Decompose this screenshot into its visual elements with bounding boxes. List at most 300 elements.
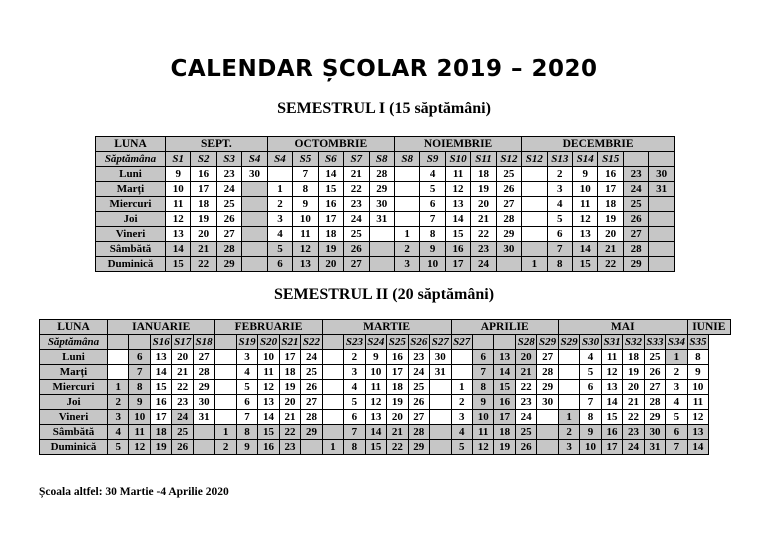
date-cell: 6 (420, 197, 445, 212)
week-number (494, 335, 515, 350)
date-cell: 1 (108, 380, 129, 395)
date-cell: 28 (408, 425, 429, 440)
date-cell (394, 197, 419, 212)
date-cell: 22 (387, 440, 408, 455)
day-row (40, 425, 731, 440)
date-cell: 13 (150, 350, 171, 365)
date-cell: 8 (580, 410, 601, 425)
date-cell: 12 (573, 212, 598, 227)
date-cell: 17 (150, 410, 171, 425)
date-cell: 26 (515, 440, 536, 455)
date-cell: 6 (580, 380, 601, 395)
date-cell: 13 (601, 380, 622, 395)
date-cell (649, 242, 675, 257)
date-cell: 10 (420, 257, 445, 272)
footer-note: Școala altfel: 30 Martie -4 Aprilie 2020 (39, 486, 229, 498)
date-cell: 1 (215, 425, 236, 440)
date-cell (215, 350, 236, 365)
date-cell: 24 (408, 365, 429, 380)
date-cell (242, 182, 267, 197)
week-number: S4 (267, 152, 292, 167)
date-cell: 13 (365, 410, 386, 425)
date-cell: 15 (150, 380, 171, 395)
date-cell: 6 (344, 410, 365, 425)
date-cell: 7 (580, 395, 601, 410)
date-cell: 10 (687, 380, 708, 395)
date-cell: 18 (623, 350, 644, 365)
date-cell: 11 (293, 227, 318, 242)
week-number: S6 (318, 152, 343, 167)
date-cell (301, 440, 322, 455)
date-cell: 2 (394, 242, 419, 257)
date-cell: 19 (387, 395, 408, 410)
date-cell: 18 (318, 227, 343, 242)
date-cell: 27 (496, 197, 521, 212)
date-cell: 1 (451, 380, 472, 395)
date-cell: 4 (666, 395, 687, 410)
date-cell: 9 (573, 167, 598, 182)
date-cell (215, 365, 236, 380)
date-cell (215, 380, 236, 395)
date-cell (322, 365, 343, 380)
date-cell: 21 (515, 365, 536, 380)
date-cell: 10 (573, 182, 598, 197)
date-cell: 29 (369, 182, 394, 197)
date-cell (369, 257, 394, 272)
date-cell: 15 (445, 227, 470, 242)
day-row (40, 365, 731, 380)
date-cell: 26 (301, 380, 322, 395)
date-cell: 31 (430, 365, 451, 380)
date-cell: 5 (236, 380, 257, 395)
date-cell: 29 (408, 440, 429, 455)
date-cell: 6 (236, 395, 257, 410)
week-number: S27 (451, 335, 472, 350)
date-cell: 22 (515, 380, 536, 395)
date-cell: 18 (471, 167, 496, 182)
date-cell: 14 (258, 410, 279, 425)
date-cell (649, 197, 675, 212)
date-cell: 27 (623, 227, 648, 242)
month-header: IANUARIE (108, 320, 215, 335)
date-cell: 6 (129, 350, 150, 365)
week-header-label: Săptămâna (96, 152, 166, 167)
day-label: Duminică (96, 257, 166, 272)
date-cell: 10 (365, 365, 386, 380)
date-cell: 20 (623, 380, 644, 395)
week-number (623, 152, 648, 167)
date-cell: 10 (258, 350, 279, 365)
day-row (40, 350, 731, 365)
date-cell (369, 227, 394, 242)
date-cell: 4 (267, 227, 292, 242)
date-cell: 12 (129, 440, 150, 455)
date-cell: 27 (408, 410, 429, 425)
day-label: Miercuri (40, 380, 108, 395)
date-cell: 18 (279, 365, 300, 380)
date-cell: 14 (318, 167, 343, 182)
day-label: Marți (40, 365, 108, 380)
date-cell: 8 (547, 257, 572, 272)
date-cell (430, 440, 451, 455)
date-cell: 25 (515, 425, 536, 440)
date-cell: 12 (293, 242, 318, 257)
semester2-table (39, 319, 731, 455)
date-cell: 16 (150, 395, 171, 410)
week-number: S8 (394, 152, 419, 167)
date-cell: 7 (420, 212, 445, 227)
date-cell: 25 (496, 167, 521, 182)
date-cell: 15 (318, 182, 343, 197)
date-cell: 27 (644, 380, 665, 395)
date-cell: 20 (471, 197, 496, 212)
date-cell (522, 227, 547, 242)
month-header: SEPT. (166, 137, 268, 152)
week-number: S11 (471, 152, 496, 167)
date-cell: 19 (279, 380, 300, 395)
date-cell (522, 212, 547, 227)
date-cell: 23 (408, 350, 429, 365)
date-cell: 13 (573, 227, 598, 242)
date-cell: 7 (293, 167, 318, 182)
date-cell (451, 365, 472, 380)
date-cell: 14 (687, 440, 708, 455)
date-cell: 3 (267, 212, 292, 227)
week-number: S32 (623, 335, 644, 350)
week-number: S5 (293, 152, 318, 167)
date-cell (649, 212, 675, 227)
date-cell (193, 440, 214, 455)
date-cell: 9 (166, 167, 191, 182)
semester1-heading: SEMESTRUL I (15 săptămâni) (277, 100, 491, 117)
date-cell: 11 (365, 380, 386, 395)
date-cell: 14 (365, 425, 386, 440)
date-cell: 16 (387, 350, 408, 365)
date-cell: 17 (191, 182, 216, 197)
date-cell (522, 167, 547, 182)
week-number: S22 (301, 335, 322, 350)
week-number: S21 (279, 335, 300, 350)
date-cell: 12 (365, 395, 386, 410)
date-cell: 17 (598, 182, 623, 197)
date-cell: 3 (394, 257, 419, 272)
day-row (96, 212, 675, 227)
date-cell: 15 (166, 257, 191, 272)
date-cell: 14 (601, 395, 622, 410)
date-cell: 1 (558, 410, 579, 425)
date-cell: 4 (344, 380, 365, 395)
date-cell: 6 (666, 425, 687, 440)
day-row (40, 380, 731, 395)
date-cell: 10 (293, 212, 318, 227)
date-cell: 23 (515, 395, 536, 410)
date-cell: 9 (687, 365, 708, 380)
day-label: Marți (96, 182, 166, 197)
date-cell: 11 (129, 425, 150, 440)
week-number: S17 (172, 335, 193, 350)
day-row (96, 227, 675, 242)
date-cell: 9 (293, 197, 318, 212)
day-label: Joi (96, 212, 166, 227)
date-cell: 23 (471, 242, 496, 257)
date-cell: 17 (318, 212, 343, 227)
week-number: S23 (344, 335, 365, 350)
date-cell: 2 (267, 197, 292, 212)
date-cell: 11 (573, 197, 598, 212)
date-cell: 30 (193, 395, 214, 410)
date-cell: 30 (537, 395, 558, 410)
date-cell: 17 (494, 410, 515, 425)
date-cell: 2 (666, 365, 687, 380)
date-cell: 7 (547, 242, 572, 257)
date-cell: 20 (515, 350, 536, 365)
date-cell (215, 410, 236, 425)
day-row (40, 440, 731, 455)
date-cell: 8 (129, 380, 150, 395)
date-cell: 19 (471, 182, 496, 197)
date-cell: 31 (369, 212, 394, 227)
date-cell: 24 (344, 212, 369, 227)
date-cell (242, 242, 267, 257)
date-cell: 23 (279, 440, 300, 455)
date-cell: 1 (666, 350, 687, 365)
date-cell: 23 (172, 395, 193, 410)
week-number (215, 335, 236, 350)
date-cell: 3 (558, 440, 579, 455)
date-cell: 8 (236, 425, 257, 440)
date-cell: 22 (598, 257, 623, 272)
date-cell: 19 (191, 212, 216, 227)
date-cell: 21 (279, 410, 300, 425)
date-cell: 27 (344, 257, 369, 272)
date-cell: 18 (150, 425, 171, 440)
date-cell: 13 (445, 197, 470, 212)
date-cell: 18 (598, 197, 623, 212)
date-cell: 8 (344, 440, 365, 455)
week-number: S16 (150, 335, 171, 350)
day-label: Luni (40, 350, 108, 365)
date-cell: 11 (445, 167, 470, 182)
day-label: Luni (96, 167, 166, 182)
date-cell (558, 365, 579, 380)
date-cell: 26 (496, 182, 521, 197)
month-header: OCTOMBRIE (267, 137, 394, 152)
date-cell (242, 197, 267, 212)
date-cell: 14 (150, 365, 171, 380)
date-cell: 17 (279, 350, 300, 365)
date-cell: 25 (644, 350, 665, 365)
date-cell: 24 (515, 410, 536, 425)
date-cell (558, 395, 579, 410)
date-cell (430, 425, 451, 440)
date-cell: 11 (166, 197, 191, 212)
date-cell: 19 (598, 212, 623, 227)
date-cell: 28 (644, 395, 665, 410)
date-cell: 12 (687, 410, 708, 425)
week-number: S9 (420, 152, 445, 167)
date-cell: 4 (420, 167, 445, 182)
date-cell: 4 (108, 425, 129, 440)
date-cell (193, 425, 214, 440)
date-cell: 22 (279, 425, 300, 440)
date-cell: 21 (471, 212, 496, 227)
date-cell (322, 380, 343, 395)
week-number: S34 (666, 335, 687, 350)
week-number: S1 (166, 152, 191, 167)
date-cell: 28 (537, 365, 558, 380)
date-cell: 12 (258, 380, 279, 395)
date-cell: 23 (216, 167, 241, 182)
month-header: NOIEMBRIE (394, 137, 521, 152)
day-label: Sâmbătă (40, 425, 108, 440)
date-cell: 17 (387, 365, 408, 380)
week-number: S26 (408, 335, 429, 350)
date-cell: 9 (129, 395, 150, 410)
day-row (96, 242, 675, 257)
date-cell: 5 (580, 365, 601, 380)
date-cell (537, 410, 558, 425)
date-cell: 16 (318, 197, 343, 212)
date-cell (430, 410, 451, 425)
date-cell: 1 (322, 440, 343, 455)
date-cell: 30 (369, 197, 394, 212)
date-cell: 2 (547, 167, 572, 182)
date-cell: 29 (193, 380, 214, 395)
week-number: S30 (580, 335, 601, 350)
date-cell: 13 (494, 350, 515, 365)
month-header-label: LUNA (96, 137, 166, 152)
date-cell: 13 (293, 257, 318, 272)
date-cell: 23 (623, 167, 648, 182)
week-number: S13 (547, 152, 572, 167)
date-cell (430, 395, 451, 410)
date-cell: 26 (623, 212, 648, 227)
date-cell (267, 167, 292, 182)
date-cell: 5 (547, 212, 572, 227)
date-cell: 25 (344, 227, 369, 242)
week-number: S14 (573, 152, 598, 167)
date-cell (496, 257, 521, 272)
week-number: S28 (515, 335, 536, 350)
date-cell (522, 197, 547, 212)
date-cell: 15 (601, 410, 622, 425)
date-cell: 8 (472, 380, 493, 395)
date-cell: 15 (573, 257, 598, 272)
date-cell: 21 (598, 242, 623, 257)
date-cell: 17 (445, 257, 470, 272)
week-number: S29 (537, 335, 558, 350)
date-cell: 27 (216, 227, 241, 242)
date-cell: 25 (172, 425, 193, 440)
date-cell: 12 (166, 212, 191, 227)
day-row (40, 395, 731, 410)
week-number: S19 (236, 335, 257, 350)
week-number: S24 (365, 335, 386, 350)
date-cell: 28 (193, 365, 214, 380)
date-cell: 9 (236, 440, 257, 455)
date-cell: 24 (623, 182, 648, 197)
month-header: DECEMBRIE (522, 137, 675, 152)
date-cell: 11 (258, 365, 279, 380)
calendar-title: CALENDAR ȘCOLAR 2019 – 2020 (170, 56, 598, 82)
date-cell: 28 (623, 242, 648, 257)
week-number: S31 (601, 335, 622, 350)
date-cell: 14 (494, 365, 515, 380)
week-number: S29 (558, 335, 579, 350)
month-header: MARTIE (322, 320, 451, 335)
date-cell: 15 (365, 440, 386, 455)
date-cell (430, 380, 451, 395)
date-cell: 28 (301, 410, 322, 425)
week-number: S25 (387, 335, 408, 350)
date-cell: 8 (420, 227, 445, 242)
date-cell: 6 (547, 227, 572, 242)
date-cell: 9 (420, 242, 445, 257)
date-cell: 4 (547, 197, 572, 212)
date-cell: 4 (236, 365, 257, 380)
date-cell: 22 (344, 182, 369, 197)
day-label: Sâmbătă (96, 242, 166, 257)
day-row (96, 257, 675, 272)
date-cell (558, 380, 579, 395)
date-cell: 20 (318, 257, 343, 272)
semester1-table (95, 136, 675, 272)
date-cell: 9 (472, 395, 493, 410)
date-cell: 21 (623, 395, 644, 410)
week-number (322, 335, 343, 350)
date-cell: 14 (573, 242, 598, 257)
month-header-label: LUNA (40, 320, 108, 335)
date-cell (522, 242, 547, 257)
date-cell (649, 257, 675, 272)
date-cell: 31 (193, 410, 214, 425)
week-number: S12 (522, 152, 547, 167)
date-cell: 30 (242, 167, 267, 182)
date-cell: 21 (191, 242, 216, 257)
date-cell: 3 (666, 380, 687, 395)
date-cell: 7 (344, 425, 365, 440)
week-number: S2 (191, 152, 216, 167)
date-cell (558, 350, 579, 365)
week-number: S15 (598, 152, 623, 167)
date-cell (451, 350, 472, 365)
date-cell: 29 (301, 425, 322, 440)
date-cell: 3 (547, 182, 572, 197)
date-cell: 5 (451, 440, 472, 455)
date-cell (242, 257, 267, 272)
date-cell: 12 (472, 440, 493, 455)
date-cell: 2 (451, 395, 472, 410)
date-cell: 20 (172, 350, 193, 365)
date-cell: 5 (267, 242, 292, 257)
date-cell: 9 (365, 350, 386, 365)
date-cell (242, 227, 267, 242)
date-cell: 5 (344, 395, 365, 410)
date-cell: 2 (344, 350, 365, 365)
date-cell: 10 (580, 440, 601, 455)
date-cell: 6 (267, 257, 292, 272)
date-cell: 3 (236, 350, 257, 365)
semester2-heading: SEMESTRUL II (20 săptămâni) (273, 286, 495, 303)
date-cell: 27 (193, 350, 214, 365)
date-cell: 5 (420, 182, 445, 197)
month-header: MAI (558, 320, 687, 335)
date-cell: 28 (369, 167, 394, 182)
date-cell: 7 (236, 410, 257, 425)
date-cell: 21 (172, 365, 193, 380)
date-cell: 24 (301, 350, 322, 365)
date-cell: 25 (623, 197, 648, 212)
